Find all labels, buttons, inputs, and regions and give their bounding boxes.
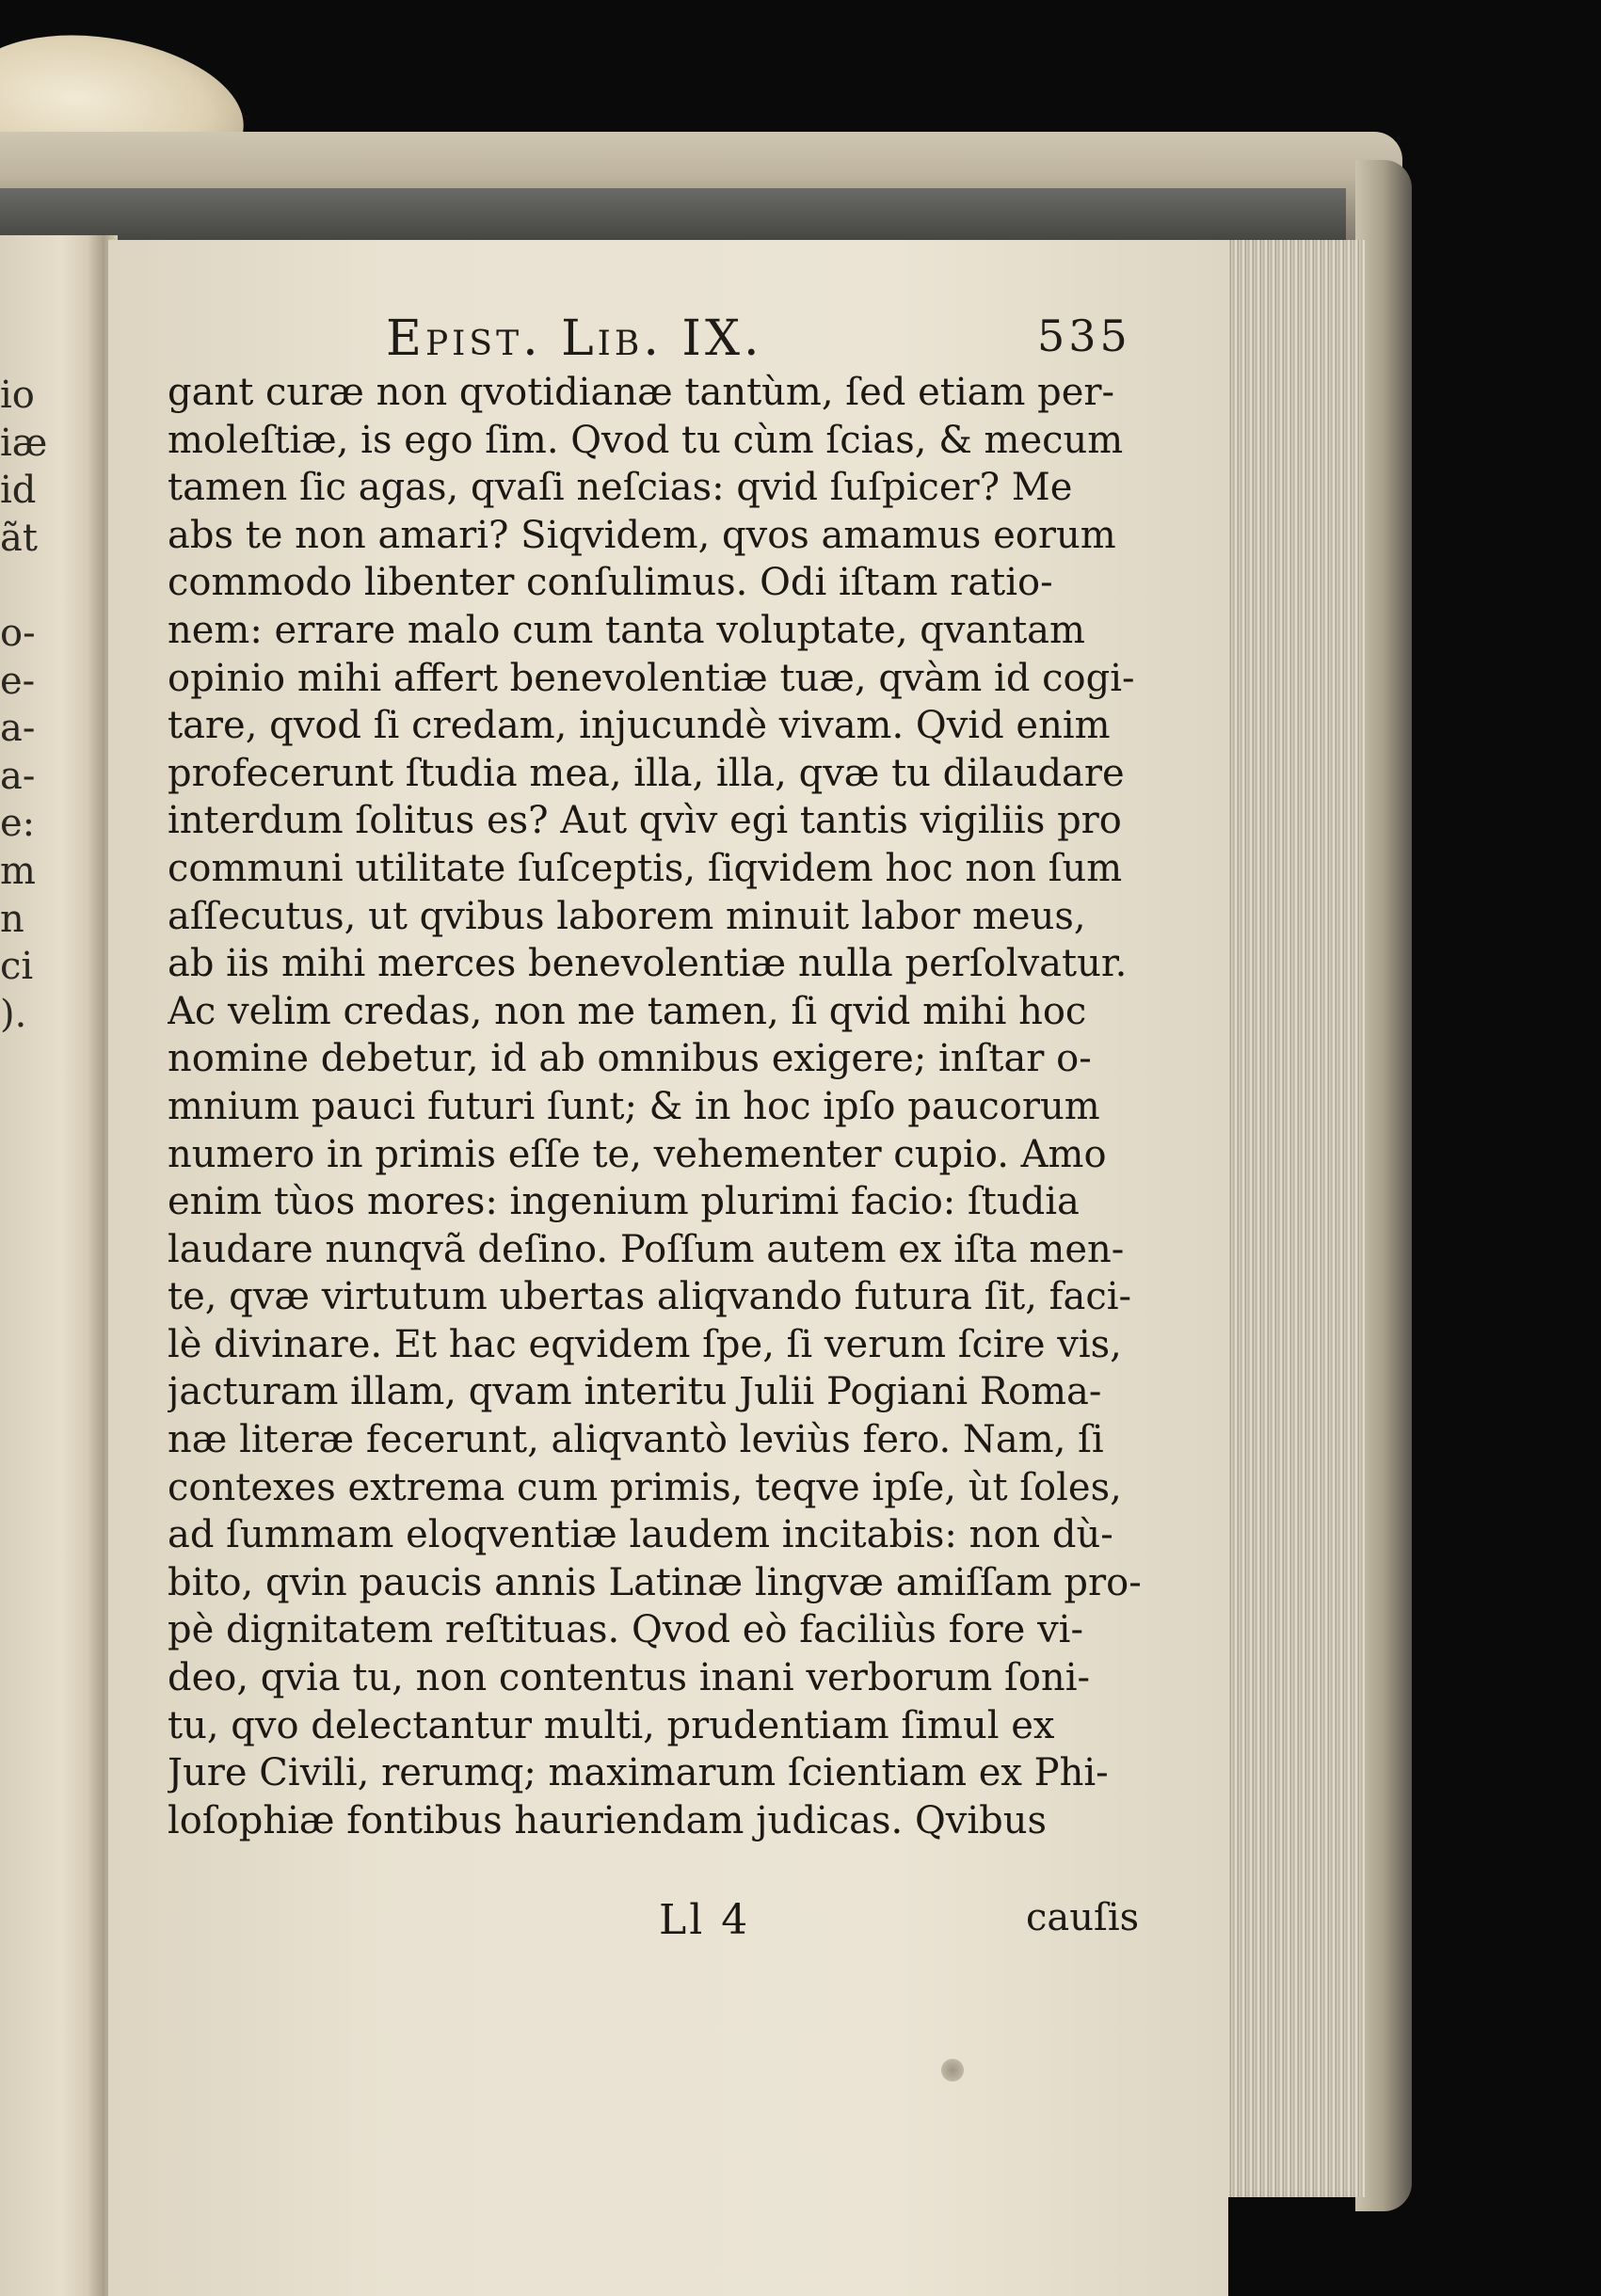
page-block-fore-edge (1224, 240, 1365, 2197)
left-page-fragment: ãt (0, 516, 38, 560)
text-line: ad ſummam eloqventiæ laudem incitabis: non dù- (168, 1513, 1113, 1557)
text-line: moleſtiæ, is ego ſim. Qvod tu cùm ſcias, & mecum (168, 418, 1124, 462)
text-line: numero in primis eſſe te, vehementer cupio. Amo (168, 1132, 1107, 1176)
text-line: tamen ſic agas, qvaſi neſcias: qvid ſuſpicer? Me (168, 466, 1073, 510)
text-line: nomine debetur, id ab omnibus exigere; inſtar o- (168, 1037, 1092, 1081)
text-line: næ literæ fecerunt, aliqvantò leviùs fero. Nam, ſi (168, 1418, 1104, 1462)
left-page-text-fragments (0, 372, 85, 1038)
text-line: mnium pauci futuri ſunt; & in hoc ipſo paucorum (168, 1084, 1100, 1128)
text-line: tare, qvod ſi credam, injucundè vivam. Qvid enim (168, 704, 1111, 748)
left-page-fragment (0, 562, 85, 610)
left-page-fragment: iæ (0, 421, 48, 465)
left-page-fragment: o- (0, 611, 36, 655)
text-line: abs te non amari? Siqvidem, qvos amamus eorum (168, 513, 1116, 557)
catchword: cauſis (1026, 1896, 1140, 1939)
text-line: jacturam illam, qvam interitu Julii Pogiani Roma- (168, 1370, 1102, 1414)
text-line: gant curæ non qvotidianæ tantùm, ſed etiam per- (168, 371, 1115, 414)
left-page-fragment: e: (0, 802, 36, 846)
left-page-fragment: n (0, 897, 24, 941)
paper-spot (941, 2059, 964, 2081)
text-line: laudare nunqvã deſino. Poſſum autem ex iſta men- (168, 1227, 1125, 1271)
text-line: interdum ſolitus es? Aut qvìv egi tantis vigiliis pro (168, 799, 1122, 843)
text-line: profecerunt ſtudia mea, illa, illa, qvæ tu dilaudare (168, 751, 1125, 795)
page-number: 535 (1037, 311, 1131, 361)
text-line: communi utilitate ſuſceptis, ſiqvidem hoc non ſum (168, 846, 1123, 890)
running-head-title: Epist. Lib. IX. (386, 311, 763, 367)
text-line: opinio mihi affert benevolentiæ tuæ, qvàm id cogi- (168, 656, 1135, 700)
text-line: enim tùos mores: ingenium plurimi facio: ſtudia (168, 1180, 1080, 1224)
text-line: loſophiæ fontibus hauriendam judicas. Qvibus (168, 1798, 1048, 1842)
text-line: commodo libenter conſulimus. Odi iſtam ratio- (168, 561, 1053, 605)
body-text (168, 369, 1146, 1844)
text-line: contexes extrema cum primis, teqve ipſe, ùt ſoles, (168, 1465, 1122, 1509)
left-page-fragment: ci (0, 945, 34, 989)
text-line: nem: errare malo cum tanta voluptate, qvantam (168, 608, 1085, 652)
text-line: ab iis mihi merces benevolentiæ nulla perſolvatur. (168, 942, 1128, 986)
left-page-fragment: m (0, 849, 36, 893)
text-line: pè dignitatem reſtituas. Qvod eò faciliùs fore vi- (168, 1608, 1083, 1652)
text-line: tu, qvo delectantur multi, prudentiam ſimul ex (168, 1703, 1055, 1747)
left-page-fragment: id (0, 469, 37, 513)
text-line: lè divinare. Et hac eqvidem ſpe, ſi verum ſcire vis, (168, 1322, 1122, 1366)
text-line: Ac velim credas, non me tamen, ſi qvid mihi hoc (168, 989, 1087, 1033)
left-page-fragment: ). (0, 992, 27, 1036)
left-page-fragment: e- (0, 659, 36, 703)
left-page-fragment: a- (0, 707, 36, 751)
running-head (282, 311, 1129, 367)
text-line: aſſecutus, ut qvibus laborem minuit labor meus, (168, 894, 1086, 938)
left-page-fragment: io (0, 374, 35, 417)
left-page-fragment: a- (0, 754, 36, 798)
text-line: te, qvæ virtutum ubertas aliqvando futura ſit, faci- (168, 1275, 1132, 1319)
text-line: bito, qvin paucis annis Latinæ lingvæ amiſſam pro- (168, 1560, 1142, 1604)
text-line: deo, qvia tu, non contentus inani verborum ſoni- (168, 1656, 1090, 1700)
signature-mark: Ll 4 (659, 1896, 751, 1944)
text-line: Jure Civili, rerumq; maximarum ſcientiam ex Phi- (168, 1751, 1109, 1795)
